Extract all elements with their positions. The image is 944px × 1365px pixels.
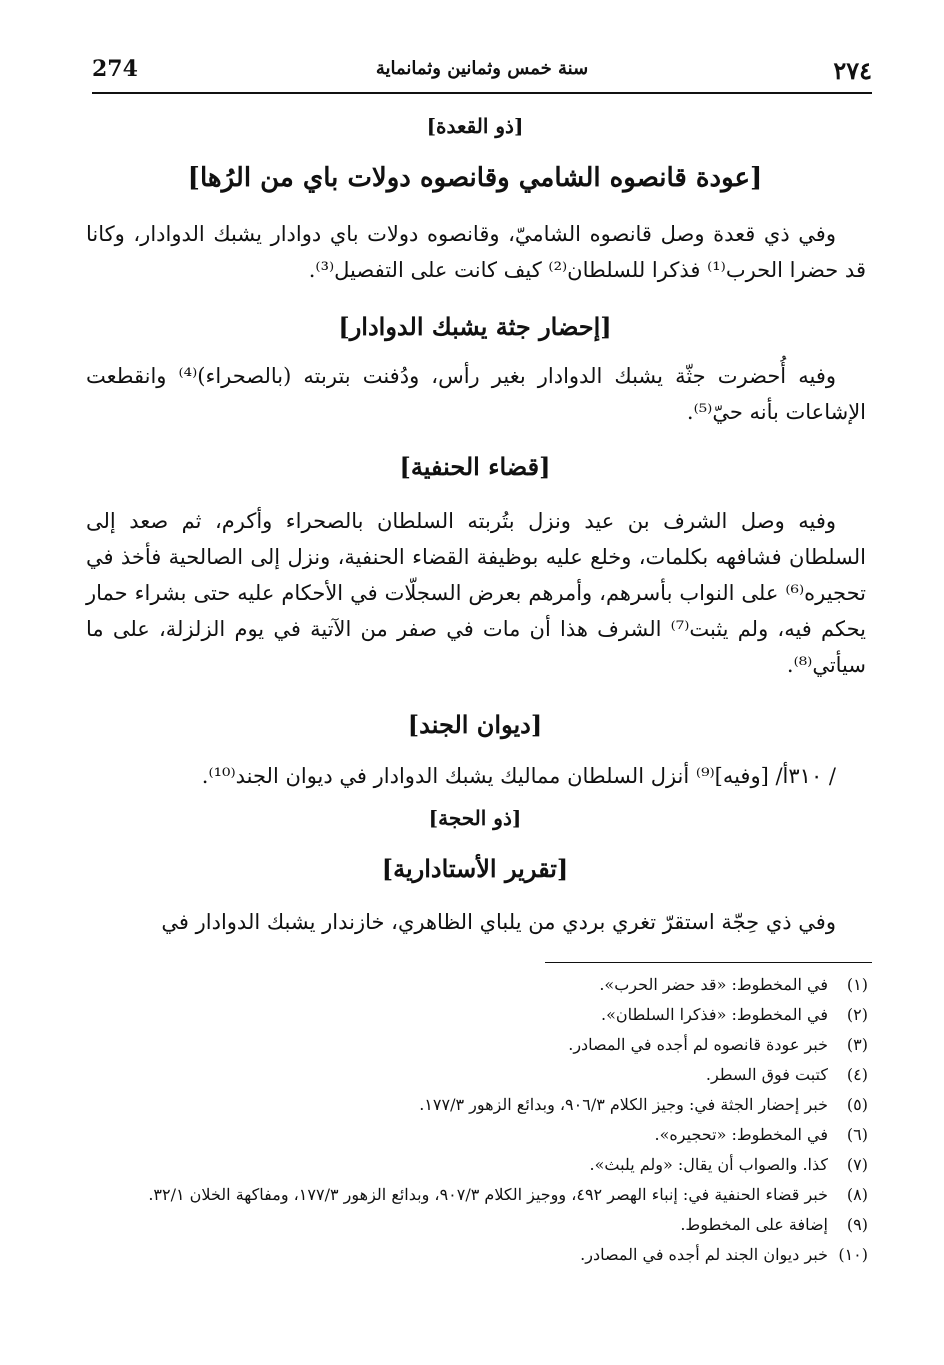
- paragraph-diwan-al-jund: [86, 758, 866, 794]
- paragraph-text: / ٣١٠أ/ [وفيه]⁽⁹⁾ أنزل السلطان مماليك يشبك الدوادار في ديوان الجند⁽¹⁰⁾.: [201, 764, 836, 788]
- footnote-item: [96, 970, 868, 1000]
- footnote-number: (٦): [846, 1125, 868, 1144]
- footnote-item: [96, 1240, 868, 1270]
- paragraph-yashbak-body: [86, 358, 866, 430]
- heading-dhu-al-hijjah: [ذو الحجة]: [428, 806, 522, 830]
- paragraph-text: وفيه أُحضرت جثّة يشبك الدوادار بغير رأس، ودُفنت بتربته (بالصحراء)⁽⁴⁾ وانقطعت الإشاعات بأنه حيّ⁽⁵⁾.: [86, 364, 866, 424]
- footnote-item: [96, 1000, 868, 1030]
- footnote-text: إضافة على المخطوط.: [680, 1215, 828, 1234]
- footnote-item: [96, 1120, 868, 1150]
- heading-return-qansuh: [عودة قانصوه الشامي وقانصوه دولات باي من الرُها]: [187, 163, 763, 193]
- footnote-text: خبر عودة قانصوه لم أجده في المصادر.: [568, 1035, 828, 1054]
- footnote-item: [96, 1090, 868, 1120]
- footnote-number: (٤): [846, 1065, 868, 1084]
- footnote-item: [96, 1060, 868, 1090]
- footnote-text: خبر إحضار الجثة في: وجيز الكلام ٩٠٦/٣، وبدائع الزهور ١٧٧/٣.: [419, 1095, 828, 1114]
- footnote-item: [96, 1150, 868, 1180]
- footnote-number: (٨): [846, 1185, 868, 1204]
- footnote-item: [96, 1030, 868, 1060]
- footnote-number: (٩): [846, 1215, 868, 1234]
- footnote-number: (١): [846, 975, 868, 994]
- footnote-text: كتبت فوق السطر.: [705, 1065, 828, 1084]
- running-title: سنة خمس وثمانين وثمانماية: [375, 58, 589, 79]
- heading-ustadariyya: [تقرير الأستادارية]: [381, 854, 569, 883]
- paragraph-text: وفي ذي حِجّة استقرّ تغري بردي من يلباي الظاهري، خازندار يشبك الدوادار في: [161, 910, 836, 934]
- footnote-text: كذا. والصواب أن يقال: «ولم يلبث».: [589, 1155, 828, 1174]
- paragraph-ustadariyya: [86, 904, 866, 940]
- page-header: [92, 56, 872, 96]
- footnote-number: (١٠): [838, 1245, 868, 1264]
- heading-diwan-al-jund: [ديوان الجند]: [407, 710, 543, 739]
- paragraph-hanafi-judgeship: [86, 503, 866, 683]
- footnote-text: في المخطوط: «قد حضر الحرب».: [599, 975, 828, 994]
- paragraph-text: وفي ذي قعدة وصل قانصوه الشاميّ، وقانصوه دولات باي دوادار يشبك الدوادار، وكانا قد حضرا الحرب⁽¹⁾ فذكرا للسلطان⁽²⁾ كيف كانت على التفصيل⁽³⁾.: [86, 222, 866, 282]
- footnote-number: (٣): [846, 1035, 868, 1054]
- header-rule: [92, 92, 872, 94]
- footnote-item: [96, 1210, 868, 1240]
- paragraph-return-qansuh: [86, 216, 866, 288]
- footnote-rule: [545, 962, 872, 963]
- heading-yashbak-body: [إحضار جثة يشبك الدوادار]: [338, 312, 612, 341]
- heading-hanafi-judgeship: [قضاء الحنفية]: [399, 452, 551, 481]
- page-number-latin: 274: [92, 56, 138, 82]
- footnote-text: خبر ديوان الجند لم أجده في المصادر.: [580, 1245, 828, 1264]
- footnote-text: في المخطوط: «تحجيره».: [654, 1125, 828, 1144]
- footnote-item: [96, 1180, 868, 1210]
- footnote-text: خبر قضاء الحنفية في: إنباء الهصر ٤٩٢، ووجيز الكلام ٩٠٧/٣، وبدائع الزهور ١٧٧/٣، ومفاكهة الخلان ٣٢/١.: [148, 1185, 828, 1204]
- page-number-arabic: ٢٧٤: [833, 56, 872, 85]
- footnotes: [96, 970, 868, 1270]
- footnote-text: في المخطوط: «فذكرا السلطان».: [601, 1005, 828, 1024]
- paragraph-text: وفيه وصل الشرف بن عيد ونزل بتُربته السلطان بالصحراء وأكرم، ثم صعد إلى السلطان فشافهه بكلمات، وخلع عليه بوظيفة القضاء الحنفية، ونزل إلى الصالحية فأخذ في تحجيره⁽⁶⁾ على النواب بأسرهم، وأمرهم بعرض السجلّات في الأحكام عليه حتى بشراء حمار يحكم فيه، ولم يثبت⁽⁷⁾ الشرف هذا أن مات في صفر من الآتية في يوم الزلزلة، على ما سيأتي⁽⁸⁾.: [86, 509, 866, 677]
- heading-dhu-al-qadah: [ذو القعدة]: [426, 114, 524, 138]
- footnote-number: (٥): [846, 1095, 868, 1114]
- footnote-number: (٧): [846, 1155, 868, 1174]
- footnote-number: (٢): [846, 1005, 868, 1024]
